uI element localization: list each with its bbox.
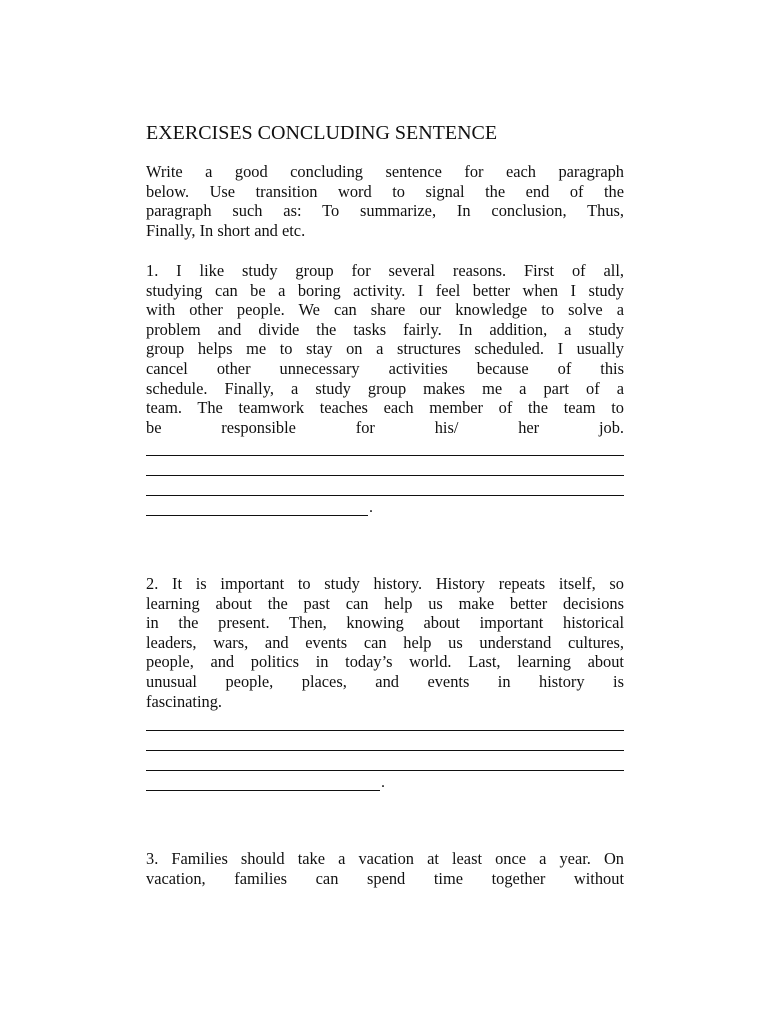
exercise-line: learning about the past can help us make better decisions xyxy=(146,593,624,613)
answer-blank-line xyxy=(146,750,624,751)
exercise-line: team. The teamwork teaches each member of the team to xyxy=(146,398,624,418)
answer-blank-end xyxy=(146,496,624,516)
exercise-line: people, and politics in today’s world. Last, learning about xyxy=(146,652,624,672)
answer-blanks-1 xyxy=(146,455,624,516)
answer-blank-end xyxy=(146,771,624,791)
exercise-line: in the present. Then, knowing about important historical xyxy=(146,613,624,633)
exercise-line: schedule. Finally, a study group makes me a part of a xyxy=(146,378,624,398)
answer-blank-line xyxy=(146,730,624,731)
page-title: EXERCISES CONCLUDING SENTENCE xyxy=(146,122,498,144)
exercise-3-paragraph xyxy=(146,849,624,888)
exercise-line: leaders, wars, and events can help us understand cultures, xyxy=(146,632,624,652)
exercise-line: cancel other unnecessary activities because of this xyxy=(146,358,624,378)
exercise-line: vacation, families can spend time together without xyxy=(146,868,624,888)
answer-blank-line xyxy=(146,475,624,476)
answer-blank-line xyxy=(146,515,368,516)
exercise-line: studying can be a boring activity. I feel better when I study xyxy=(146,280,624,300)
exercise-line: unusual people, places, and events in history is xyxy=(146,671,624,691)
answer-blanks-2 xyxy=(146,730,624,791)
exercise-line: 3. Families should take a vacation at least once a year. On xyxy=(146,849,624,868)
exercise-line: with other people. We can share our knowledge to solve a xyxy=(146,300,624,320)
instructions-paragraph xyxy=(146,162,624,240)
exercise-1-paragraph xyxy=(146,261,624,437)
answer-blank-line xyxy=(146,455,624,456)
exercise-2-paragraph xyxy=(146,574,624,711)
exercise-line: 1. I like study group for several reasons. First of all, xyxy=(146,261,624,280)
exercise-line: group helps me to stay on a structures scheduled. I usually xyxy=(146,339,624,359)
instructions-line: Write a good concluding sentence for each paragraph xyxy=(146,162,624,181)
instructions-line: paragraph such as: To summarize, In conclusion, Thus, xyxy=(146,201,624,221)
exercise-line: be responsible for his/ her job. xyxy=(146,417,624,437)
instructions-line: Finally, In short and etc. xyxy=(146,220,306,240)
exercise-line: 2. It is important to study history. History repeats itself, so xyxy=(146,574,624,593)
exercise-line: problem and divide the tasks fairly. In addition, a study xyxy=(146,319,624,339)
answer-blank-period: . xyxy=(369,499,373,516)
answer-blank-line xyxy=(146,790,380,791)
exercise-line: fascinating. xyxy=(146,691,223,711)
answer-blank-period: . xyxy=(381,774,385,791)
instructions-line: below. Use transition word to signal the end of the xyxy=(146,181,624,201)
